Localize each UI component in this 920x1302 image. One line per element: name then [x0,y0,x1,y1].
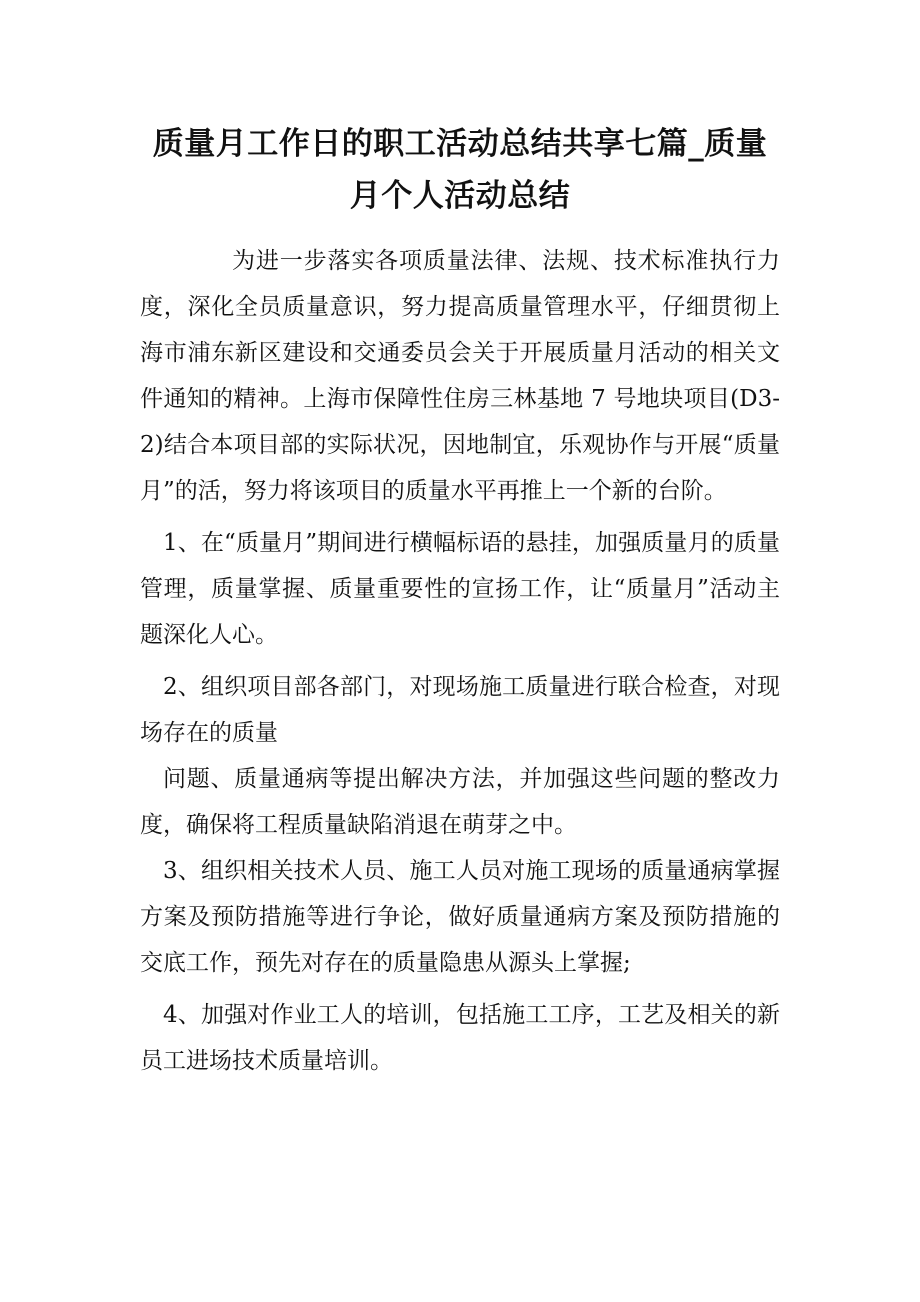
document-body [140,238,780,1084]
document-title: 质量月工作日的职工活动总结共享七篇_质量月个人活动总结 [152,126,768,214]
list-item-3: 3、组织相关技术人员、施工人员对施工现场的质量通病掌握方案及预防措施等进行争论，做好质量通病方案及预防措施的交底工作，预先对存在的质量隐患从源头上掌握; [140,858,780,976]
list-item-2-continuation: 问题、质量通病等提出解决方法，并加强这些问题的整改力度，确保将工程质量缺陷消退在萌芽之中。 [140,766,780,838]
list-item-1: 1、在“质量月”期间进行横幅标语的悬挂，加强质量月的质量管理，质量掌握、质量重要性的宣扬工作，让“质量月”活动主题深化人心。 [140,530,780,648]
list-item-2: 2、组织项目部各部门，对现场施工质量进行联合检查，对现场存在的质量 [140,674,780,746]
intro-paragraph: 为进一步落实各项质量法律、法规、技术标准执行力度，深化全员质量意识，努力提高质量管理水平，仔细贯彻上海市浦东新区建设和交通委员会关于开展质量月活动的相关文件通知的精神。上海市保障性住房三林基地 7 号地块项目(D3-2)结合本项目部的实际状况，因地制宜，乐观协作与开展“质量月”的活，努力将该项目的质量水平再推上一个新的台阶。 [140,248,780,504]
list-item-4: 4、加强对作业工人的培训，包括施工工序，工艺及相关的新员工进场技术质量培训。 [140,1002,780,1074]
